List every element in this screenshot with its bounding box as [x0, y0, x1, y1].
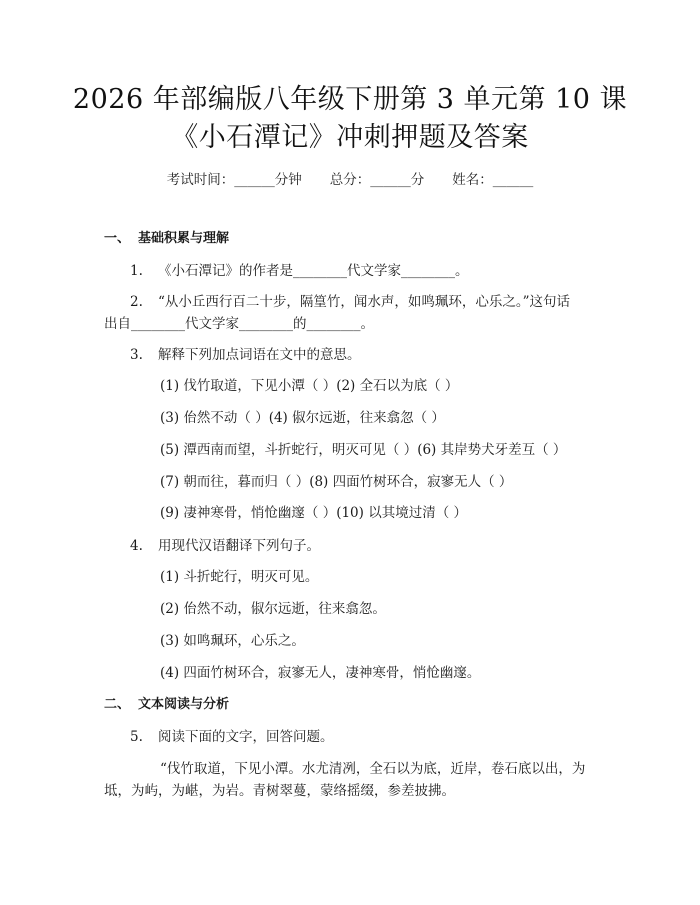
exam-info — [0, 168, 700, 188]
question-5-number: 5. — [130, 729, 143, 745]
name-field[interactable]: 姓名：______ — [452, 172, 534, 188]
question-2-number: 2. — [130, 294, 143, 310]
question-3-item[interactable]: (1) 伐竹取道，下见小潭（ ）(2) 全石以为底（ ） — [160, 378, 459, 394]
question-3-text: 解释下列加点词语在文中的意思。 — [158, 347, 361, 363]
question-4-text: 用现代汉语翻译下列句子。 — [158, 538, 320, 554]
question-4-item[interactable]: (3) 如鸣珮环，心乐之。 — [160, 633, 305, 649]
question-3-number: 3. — [130, 347, 143, 363]
title-line-2: 《小石潭记》冲刺押题及答案 — [171, 122, 529, 153]
question-5 — [130, 727, 334, 747]
total-score-field[interactable]: 总分：______分 — [329, 172, 425, 188]
passage-line-2: 坻，为屿，为嵁，为岩。青树翠蔓，蒙络摇缀，参差披拂。 — [104, 783, 455, 799]
question-4-item[interactable]: (1) 斗折蛇行，明灭可见。 — [160, 569, 319, 585]
section-1-heading — [104, 229, 229, 249]
question-1-text[interactable]: 《小石潭记》的作者是________代文学家________。 — [158, 263, 469, 279]
question-3-item[interactable]: (9) 凄神寒骨，悄怆幽邃（ ）(10) 以其境过清（ ） — [160, 505, 467, 521]
question-3-item[interactable]: (7) 朝而往，暮而归（ ）(8) 四面竹树环合，寂寥无人（ ） — [160, 474, 513, 490]
question-3-item[interactable]: (3) 佁然不动（ ）(4) 俶尔远逝，往来翕忽（ ） — [160, 410, 445, 426]
question-3-item[interactable]: (5) 潭西南而望，斗折蛇行，明灭可见（ ）(6) 其岸势犬牙差互（ ） — [160, 442, 567, 458]
question-1 — [130, 261, 469, 281]
question-4-item[interactable]: (2) 佁然不动，俶尔远逝，往来翕忽。 — [160, 601, 386, 617]
question-2-text-line-2[interactable]: 出自________代文学家________的________。 — [104, 316, 374, 332]
question-1-number: 1. — [130, 263, 143, 279]
question-3 — [130, 345, 361, 365]
passage-line-1: “伐竹取道，下见小潭。水尤清冽，全石以为底，近岸，卷石底以出，为 — [160, 761, 586, 777]
section-1-number: 一、 — [104, 231, 131, 246]
section-1-label: 基础积累与理解 — [138, 231, 230, 246]
exam-time-field[interactable]: 考试时间：______分钟 — [166, 172, 302, 188]
section-2-heading — [104, 695, 229, 715]
question-4 — [130, 536, 320, 556]
question-2 — [130, 292, 570, 312]
section-2-number: 二、 — [104, 697, 131, 712]
question-5-text: 阅读下面的文字，回答问题。 — [158, 729, 334, 745]
question-2-text-line-1: “从小丘西行百二十步，隔篁竹，闻水声，如鸣珮环，心乐之。”这句话 — [158, 294, 571, 310]
question-4-item[interactable]: (4) 四面竹树环合，寂寥无人，凄神寒骨，悄怆幽邃。 — [160, 665, 481, 681]
title-line-1: 2026 年部编版八年级下册第 3 单元第 10 课 — [72, 84, 628, 115]
question-4-number: 4. — [130, 538, 143, 554]
section-2-label: 文本阅读与分析 — [138, 697, 230, 712]
